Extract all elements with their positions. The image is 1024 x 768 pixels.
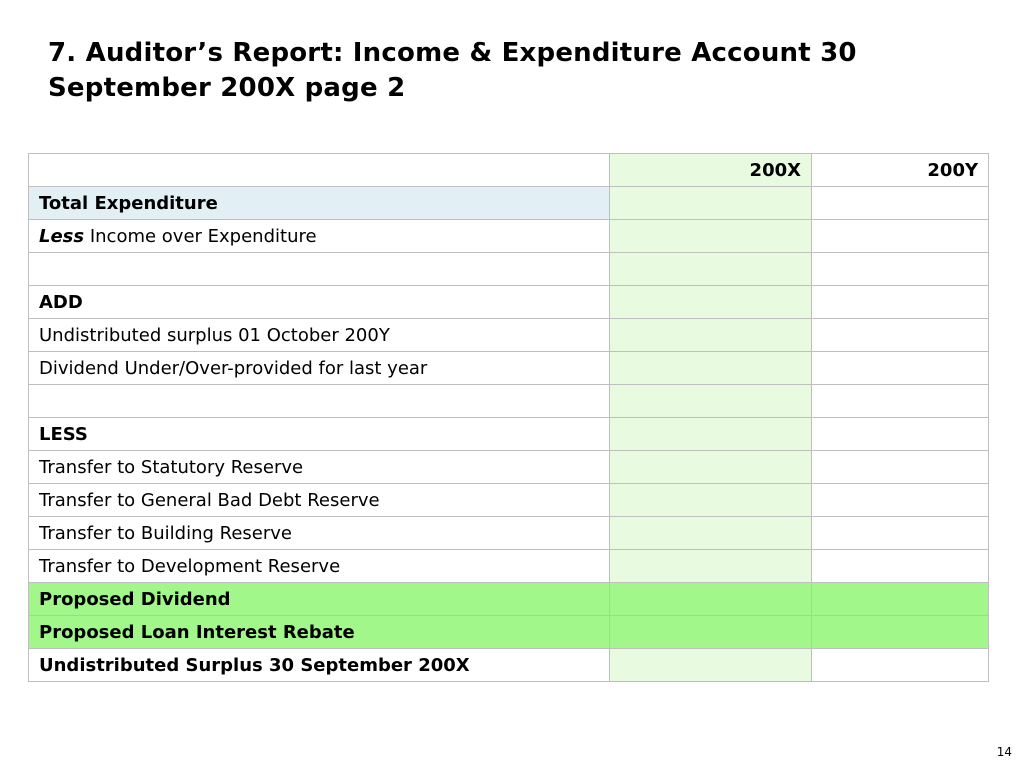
- value-cell-200x: [610, 385, 812, 418]
- table-row-total-expenditure: [29, 187, 989, 220]
- row-label: Undistributed Surplus 30 September 200X: [29, 649, 610, 682]
- value-cell-200x: [610, 517, 812, 550]
- row-label: LESS: [29, 418, 610, 451]
- row-label: [29, 253, 610, 286]
- value-cell-200y: [812, 418, 989, 451]
- value-cell-200y: [812, 484, 989, 517]
- value-cell-200x: [610, 649, 812, 682]
- value-cell-200x: [610, 187, 812, 220]
- value-cell-200x: [610, 220, 812, 253]
- value-cell-200y: [812, 385, 989, 418]
- table-row-proposed-loan-rebate: [29, 616, 989, 649]
- column-header-200x: 200X: [610, 154, 812, 187]
- value-cell-200y: [812, 451, 989, 484]
- value-cell-200y: [812, 649, 989, 682]
- value-cell-200y: [812, 583, 989, 616]
- table-row-blank: [29, 253, 989, 286]
- table-row-blank: [29, 385, 989, 418]
- row-label: Transfer to General Bad Debt Reserve: [29, 484, 610, 517]
- table-row-transfer-bad-debt: [29, 484, 989, 517]
- table-row-less-income: [29, 220, 989, 253]
- less-prefix: Less: [39, 225, 85, 247]
- value-cell-200x: [610, 484, 812, 517]
- table-row-transfer-building: [29, 517, 989, 550]
- slide-title: 7. Auditor’s Report: Income & Expenditure Account 30 September 200X page 2: [48, 38, 857, 103]
- row-label: Transfer to Statutory Reserve: [29, 451, 610, 484]
- value-cell-200y: [812, 187, 989, 220]
- page-number: 14: [996, 745, 1012, 759]
- row-label: Dividend Under/Over-provided for last year: [29, 352, 610, 385]
- value-cell-200x: [610, 550, 812, 583]
- value-cell-200x: [610, 319, 812, 352]
- value-cell-200y: [812, 550, 989, 583]
- row-label: [29, 385, 610, 418]
- value-cell-200x: [610, 418, 812, 451]
- value-cell-200y: [812, 220, 989, 253]
- row-label: Transfer to Building Reserve: [29, 517, 610, 550]
- value-cell-200x: [610, 286, 812, 319]
- row-label: Total Expenditure: [29, 187, 610, 220]
- table-row-undistributed-october: [29, 319, 989, 352]
- value-cell-200x: [610, 253, 812, 286]
- row-label: Transfer to Development Reserve: [29, 550, 610, 583]
- table-header-row: [29, 154, 989, 187]
- value-cell-200x: [610, 616, 812, 649]
- table-row-less: [29, 418, 989, 451]
- table-row-transfer-statutory: [29, 451, 989, 484]
- value-cell-200x: [610, 451, 812, 484]
- value-cell-200y: [812, 352, 989, 385]
- header-blank-cell: [29, 154, 610, 187]
- table-row-undistributed-september: [29, 649, 989, 682]
- row-label: Undistributed surplus 01 October 200Y: [29, 319, 610, 352]
- value-cell-200y: [812, 286, 989, 319]
- value-cell-200y: [812, 616, 989, 649]
- row-label: ADD: [29, 286, 610, 319]
- less-income-text: Income over Expenditure: [84, 225, 317, 247]
- income-expenditure-table: [28, 153, 989, 682]
- table-row-dividend-under-over: [29, 352, 989, 385]
- column-header-200y: 200Y: [812, 154, 989, 187]
- table-row-transfer-development: [29, 550, 989, 583]
- value-cell-200x: [610, 583, 812, 616]
- row-label: Proposed Dividend: [29, 583, 610, 616]
- table-row-proposed-dividend: [29, 583, 989, 616]
- row-label: Proposed Loan Interest Rebate: [29, 616, 610, 649]
- row-label: [29, 220, 610, 253]
- value-cell-200y: [812, 253, 989, 286]
- value-cell-200x: [610, 352, 812, 385]
- value-cell-200y: [812, 319, 989, 352]
- table-row-add: [29, 286, 989, 319]
- value-cell-200y: [812, 517, 989, 550]
